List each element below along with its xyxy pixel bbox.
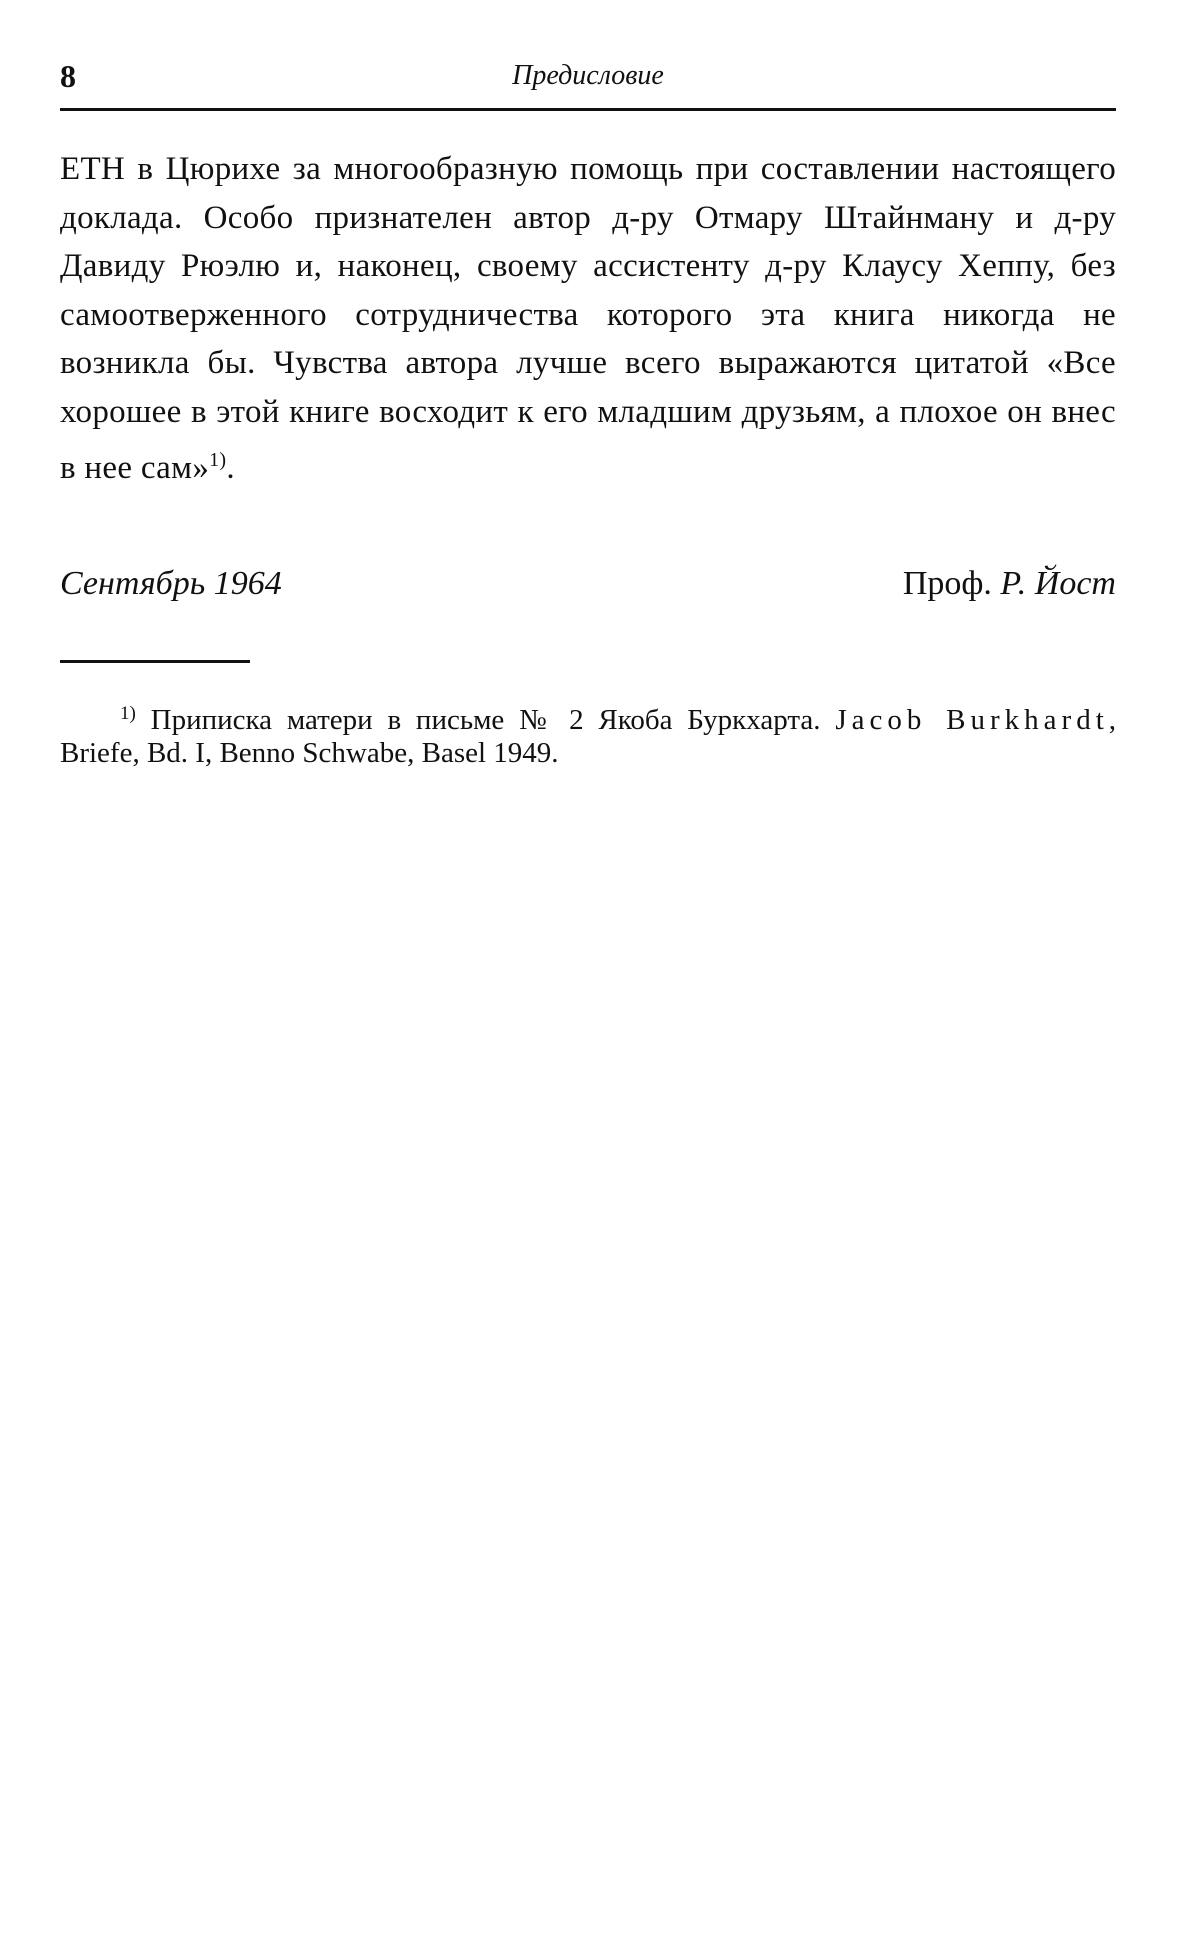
footnote-text: Приписка матери в письме № 2 Якоба Буркхарта.	[150, 704, 821, 736]
paragraph-end: .	[226, 450, 235, 486]
page-number: 8	[60, 58, 76, 94]
signature-row	[60, 565, 1116, 615]
header-rule	[60, 108, 1116, 111]
footnote	[60, 697, 1116, 770]
author-name: Р. Йост	[1000, 565, 1116, 602]
body-paragraph	[60, 145, 1116, 493]
running-head	[60, 58, 1116, 102]
footnote-author: Jacob Burkhardt	[835, 704, 1109, 736]
footnote-citation: , Briefe, Bd. I, Benno Schwabe, Basel 1949.	[60, 704, 1117, 769]
signature-date: Сентябрь 1964	[60, 565, 282, 602]
footnote-reference: 1)	[209, 449, 227, 471]
signature-author	[903, 565, 1116, 603]
paragraph-text: ЕТН в Цюрихе за многообразную помощь при составлении настоящего доклада. Особо признателен автор д-ру Отмару Штайнману и д-ру Давиду Рюэлю и, наконец, своему ассистенту д-ру Клаусу Хеппу, без самоотверженного сотрудничества которого эта книга никогда не возникла бы. Чувства автора лучше всего выражаются цитатой «Все хорошее в этой книге восходит к его младшим друзьям, а плохое он внес в нее сам»	[60, 151, 1116, 486]
running-title: Предисловие	[512, 60, 664, 91]
footnote-mark: 1)	[120, 703, 136, 724]
footnote-rule	[60, 660, 250, 663]
author-title: Проф.	[902, 565, 992, 602]
